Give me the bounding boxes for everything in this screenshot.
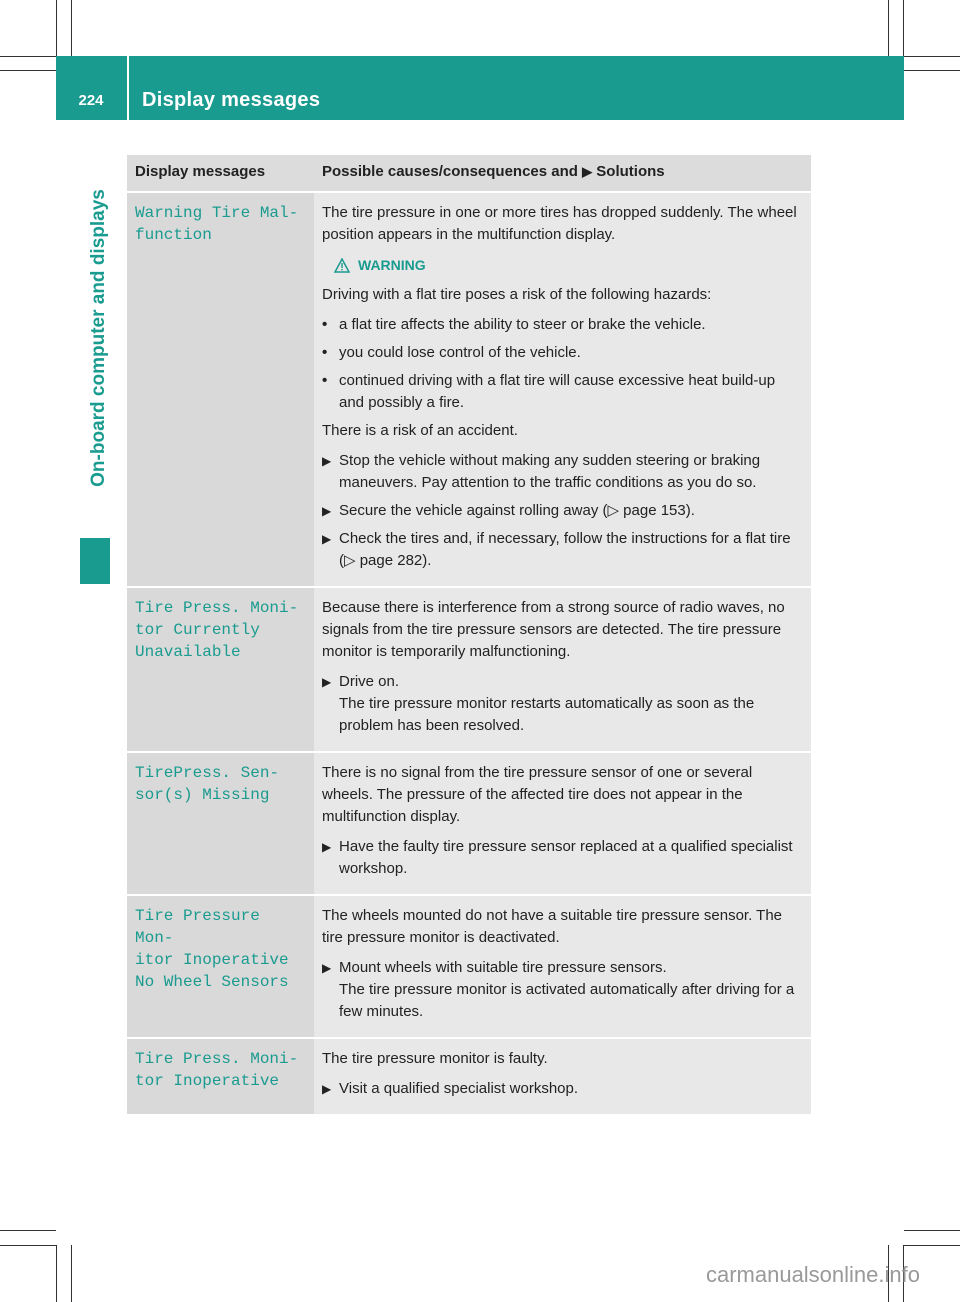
- crop-mark: [0, 1230, 56, 1231]
- side-label: On-board computer and displays: [88, 189, 109, 487]
- bullet-icon: •: [322, 372, 328, 389]
- solution-cell: The tire pressure monitor is faulty. ▶ Visit a qualified specialist workshop.: [314, 1038, 811, 1114]
- table-row: [127, 1038, 811, 1114]
- list-item: ▶ Have the faulty tire pressure sensor replaced at a qualified specialist workshop.: [322, 836, 803, 880]
- table-row: [127, 587, 811, 752]
- solution-cell: Because there is interference from a strong source of radio waves, no signals from the tire pressure sensors are detected. The tire pressure monitor is temporarily malfunctioning. ▶ Drive on. The tire pressure monitor restarts automatically as soon as the problem has been resolved.: [314, 587, 811, 752]
- table-header-row: [127, 155, 811, 192]
- list-item: • continued driving with a flat tire will cause excessive heat build-up and possibly a fire.: [322, 370, 803, 414]
- crop-mark: [904, 1245, 960, 1246]
- column-header-solutions: Possible causes/consequences and ▶ Solutions: [314, 155, 811, 192]
- step-arrow-icon: ▶: [322, 675, 332, 689]
- crop-mark: [71, 1245, 72, 1302]
- solution-cell: There is no signal from the tire pressure sensor of one or several wheels. The pressure of the affected tire does not appear in the multifunction display. ▶ Have the faulty tire pressure sensor replaced at a qualified specialist workshop.: [314, 752, 811, 895]
- list-item: ▶ Visit a qualified specialist workshop.: [322, 1078, 803, 1100]
- message-cell: Warning Tire Mal‐ function: [127, 192, 314, 587]
- watermark: carmanualsonline.info: [705, 1262, 920, 1287]
- step-arrow-icon: ▶: [322, 504, 332, 518]
- message-cell: Tire Pressure Mon‐ itor Inoperative No Wheel Sensors: [127, 895, 314, 1038]
- list-item: ▶ Mount wheels with suitable tire pressure sensors. The tire pressure monitor is activated automatically after driving for a few minutes.: [322, 957, 803, 1023]
- message-cell: TirePress. Sen‐ sor(s) Missing: [127, 752, 314, 895]
- side-tab: [80, 538, 110, 584]
- solution-cell: The wheels mounted do not have a suitable tire pressure sensor. The tire pressure monitor is deactivated. ▶ Mount wheels with suitable tire pressure sensors. The tire pressure monitor is activated automatically after driving for a few minutes.: [314, 895, 811, 1038]
- list-item: • you could lose control of the vehicle.: [322, 342, 803, 364]
- table-row: [127, 192, 811, 587]
- warning-note: WARNING: [334, 254, 803, 276]
- step-arrow-icon: ▶: [322, 961, 332, 975]
- page-number: 224: [78, 92, 104, 109]
- bullet-icon: •: [322, 344, 328, 361]
- crop-mark: [903, 0, 904, 56]
- crop-mark: [904, 70, 960, 71]
- step-arrow-icon: ▶: [322, 1082, 332, 1096]
- column-header-messages: Display messages: [127, 155, 314, 192]
- crop-mark: [71, 0, 72, 56]
- list-item: ▶ Secure the vehicle against rolling away (▷ page 153).: [322, 500, 803, 522]
- crop-mark: [56, 0, 57, 56]
- solution-cell: The tire pressure in one or more tires has dropped suddenly. The wheel position appears in the multifunction display. WARNING Driving with a flat tire poses a risk of the following hazards: • a flat tire affects the ability to steer or brake the vehicle. • you could lose control of the vehicle. • continued driving with a flat tire will cause excessive heat build-up and possibly a fire. There is a risk of an accident. ▶ Stop the vehicle without making any sudden steering or braking maneuvers. Pay attention to the traffic conditions as you do so. ▶ Secure the vehicle against rolling away (▷ page 153). ▶ Check the tires and, if necessary, follow the instructions for a flat tire (▷ page 282).: [314, 192, 811, 587]
- message-cell: Tire Press. Moni‐ tor Inoperative: [127, 1038, 314, 1114]
- list-item: ▶ Drive on. The tire pressure monitor restarts automatically as soon as the problem has been resolved.: [322, 671, 803, 737]
- table-row: [127, 895, 811, 1038]
- play-arrow-icon: ▶: [582, 164, 593, 179]
- table-row: [127, 752, 811, 895]
- bullet-icon: •: [322, 316, 328, 333]
- display-messages-table: [127, 155, 811, 1114]
- crop-mark: [904, 56, 960, 57]
- message-cell: Tire Press. Moni‐ tor Currently Unavailable: [127, 587, 314, 752]
- crop-mark: [0, 1245, 56, 1246]
- warning-triangle-icon: [334, 258, 350, 273]
- list-item: ▶ Stop the vehicle without making any sudden steering or braking maneuvers. Pay attention to the traffic conditions as you do so.: [322, 450, 803, 494]
- crop-mark: [0, 56, 56, 57]
- crop-mark: [904, 1230, 960, 1231]
- step-arrow-icon: ▶: [322, 840, 332, 854]
- crop-mark: [888, 0, 889, 56]
- step-arrow-icon: ▶: [322, 454, 332, 468]
- list-item: ▶ Check the tires and, if necessary, follow the instructions for a flat tire (▷ page 282).: [322, 528, 803, 572]
- section-title: Display messages: [142, 89, 321, 111]
- crop-mark: [0, 70, 56, 71]
- crop-mark: [56, 1245, 57, 1302]
- step-arrow-icon: ▶: [322, 532, 332, 546]
- page-header: [56, 56, 904, 120]
- header-divider: [127, 56, 129, 120]
- list-item: • a flat tire affects the ability to steer or brake the vehicle.: [322, 314, 803, 336]
